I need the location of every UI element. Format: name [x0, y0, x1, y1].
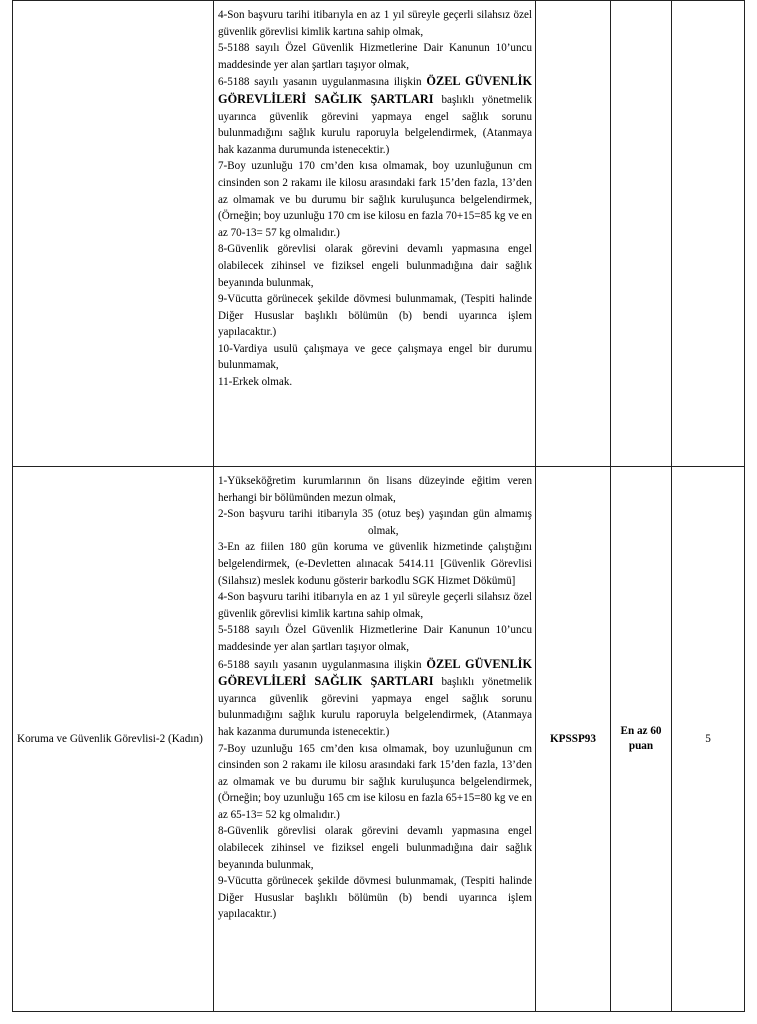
- requirement-item: 7-Boy uzunluğu 165 cm’den kısa olmamak, boy uzunluğunun cm cinsinden son 2 rakamı ile kilosu arasındaki fark 15’den fazla, 13’den az olmamak ve bu durumu bir sağlık kuruluşunca belgelendirmek, (Örneğin; boy uzunluğu 165 cm ise kilosu en fazla 65+15=80 kg ve en az 65-13= 52 kg olmalıdır.): [218, 742, 532, 821]
- requirement-item: 11-Erkek olmak.: [218, 376, 293, 389]
- position-count: 5: [672, 467, 745, 1012]
- minimum-score: En az 60 puan: [611, 467, 672, 1012]
- table-row: [13, 467, 745, 1012]
- exam-type: KPSSP93: [536, 467, 611, 1012]
- requirement-item: 7-Boy uzunluğu 170 cm’den kısa olmamak, boy uzunluğunun cm cinsinden son 2 rakamı ile kilosu arasındaki fark 15’den fazla, 13’den az olmamak ve bu durumu bir sağlık kuruluşunca belgelendirmek, (Örneğin; boy uzunluğu 170 cm ise kilosu en fazla 70+15=85 kg ve en az 70-13= 57 kg olmalıdır.): [218, 160, 532, 239]
- requirement-item: 10-Vardiya usulü çalışmaya ve gece çalışmaya engel bir durumu bulunmamak,: [218, 342, 532, 372]
- requirement-item: 6-5188 sayılı yasanın uygulanmasına ilişkin ÖZEL GÜVENLİK GÖREVLİLERİ SAĞLIK ŞARTLARI başlıklı yönetmelik uyarınca güvenlik görevini yapmaya engel sağlık sorunu bulunmadığını sağlık kurulu raporuyla belgelendirmek, (Atanmaya hak kazanma durumunda istenecektir.): [218, 656, 533, 738]
- requirement-item: 5-5188 sayılı Özel Güvenlik Hizmetlerine Dair Kanunun 10’uncu maddesinde yer alan şartları taşıyor olmak,: [218, 624, 532, 653]
- requirement-item: 3-En az fiilen 180 gün koruma ve güvenlik hizmetinde çalıştığını belgelendirmek, (e-Devletten alınacak 5414.11 [Güvenlik Görevlisi (Silahsız) meslek kodunu gösterir barkodlu SGK Hizmet Dökümü]: [218, 541, 532, 587]
- requirements-list: [218, 7, 532, 391]
- requirements-cell: [214, 467, 536, 1012]
- requirement-item: 1-Yükseköğretim kurumlarının ön lisans düzeyinde eğitim veren herhangi bir bölümünden mezun olmak,: [218, 475, 532, 504]
- bold-heading: ÖZEL GÜVENLİK GÖREVLİLERİ SAĞLIK ŞARTLARI: [218, 74, 533, 106]
- requirements-list: [218, 473, 532, 923]
- requirement-item: 4-Son başvuru tarihi itibarıyla en az 1 yıl süreyle geçerli silahsız özel güvenlik görevlisi kimlik kartına sahip olmak,: [218, 9, 532, 38]
- requirement-item: 9-Vücutta görünecek şekilde dövmesi bulunmamak, (Tespiti halinde Diğer Hususlar başlıklı bölümün (b) bendi uyarınca işlem yapılacaktır.): [218, 875, 532, 921]
- requirement-item: 9-Vücutta görünecek şekilde dövmesi bulunmamak, (Tespiti halinde Diğer Hususlar başlıklı bölümün (b) bendi uyarınca işlem yapılacaktır.): [218, 293, 532, 339]
- score-cell: [611, 1, 672, 467]
- requirement-item: 2-Son başvuru tarihi itibarıyla 35 (otuz beş) yaşından gün almamışolmak,: [218, 508, 532, 537]
- exam-cell: [536, 1, 611, 467]
- requirement-item: 8-Güvenlik görevlisi olarak görevini devamlı yapmasına engel olabilecek zihinsel ve fiziksel engeli bulunmadığına dair sağlık beyanında bulunmak,: [218, 825, 532, 871]
- bold-heading: ÖZEL GÜVENLİK GÖREVLİLERİ SAĞLIK ŞARTLARI: [218, 656, 533, 689]
- position-cell: [13, 1, 214, 467]
- requirement-item: 4-Son başvuru tarihi itibarıyla en az 1 yıl süreyle geçerli silahsız özel güvenlik görevlisi kimlik kartına sahip olmak,: [218, 591, 532, 620]
- position-name: Koruma ve Güvenlik Görevlisi-2 (Kadın): [13, 467, 214, 1012]
- table-row: [13, 1, 745, 467]
- requirement-item: 6-5188 sayılı yasanın uygulanmasına ilişkin ÖZEL GÜVENLİK GÖREVLİLERİ SAĞLIK ŞARTLARI başlıklı yönetmelik uyarınca güvenlik görevini yapmaya engel sağlık sorunu bulunmadığını sağlık kurulu raporuyla belgelendirmek, (Atanmaya hak kazanma durumunda istenecektir.): [218, 74, 533, 156]
- count-cell: [672, 1, 745, 467]
- requirement-item: 8-Güvenlik görevlisi olarak görevini devamlı yapmasına engel olabilecek zihinsel ve fiziksel engeli bulunmadığına dair sağlık beyanında bulunmak,: [218, 243, 532, 289]
- requirements-table: [12, 0, 745, 1012]
- requirement-item: 5-5188 sayılı Özel Güvenlik Hizmetlerine Dair Kanunun 10’uncu maddesinde yer alan şartları taşıyor olmak,: [218, 42, 532, 71]
- requirements-cell: [214, 1, 536, 467]
